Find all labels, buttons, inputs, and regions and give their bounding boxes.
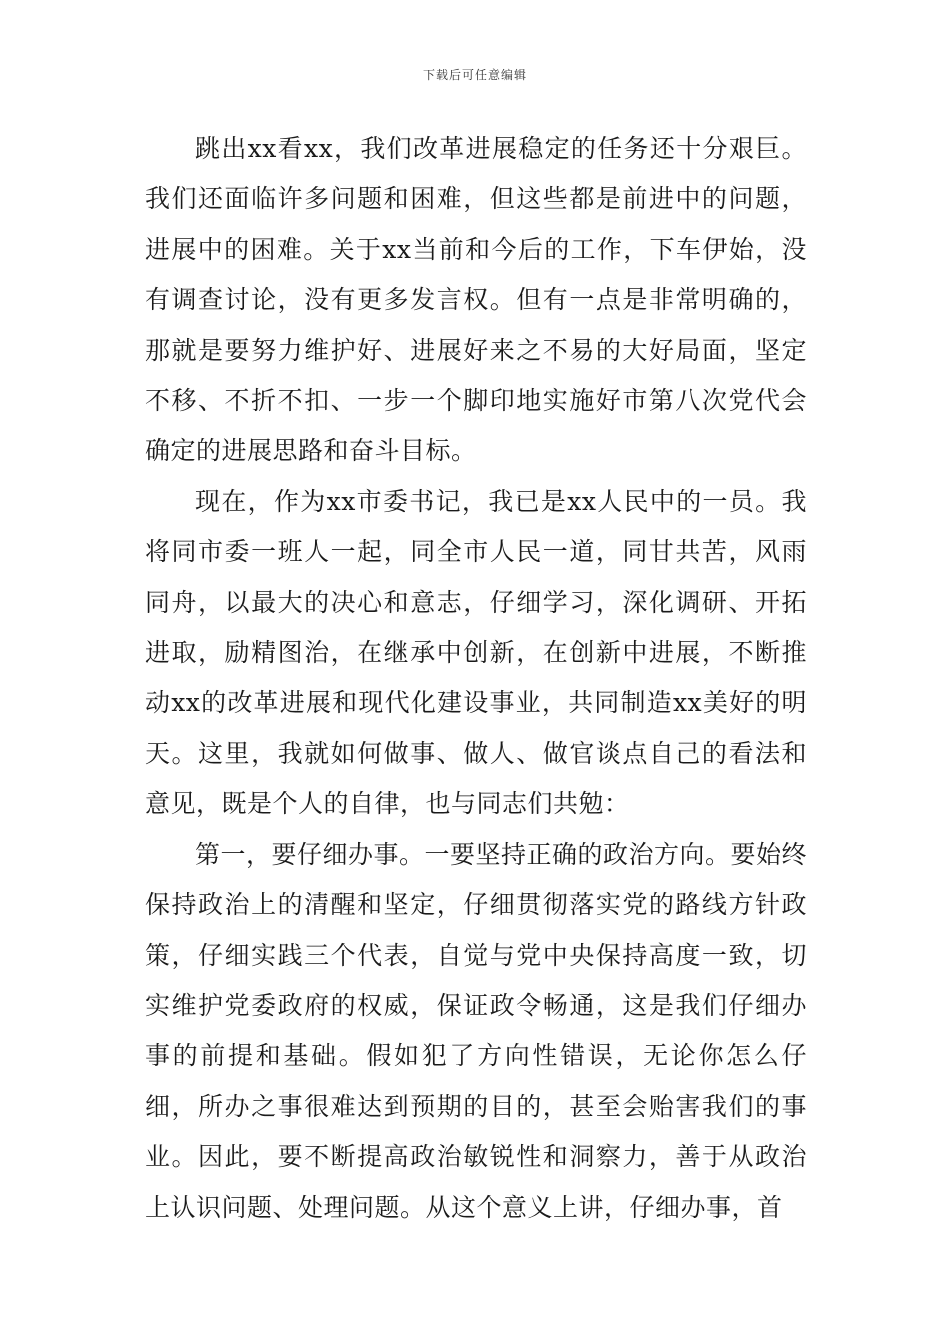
paragraph-2: 现在，作为xx市委书记，我已是xx人民中的一员。我将同市委一班人一起，同全市人民一道，同甘共苦，风雨同舟，以最大的决心和意志，仔细学习，深化调研、开拓进取，励精图治，在继承中创新，在创新中进展，不断推动xx的改革进展和现代化建设事业，共同制造xx美好的明天。这里，我就如何做事、做人、做官谈点自己的看法和意见，既是个人的自律，也与同志们共勉： — [145, 486, 807, 819]
document-body — [145, 124, 807, 1233]
paragraph-1: 跳出xx看xx，我们改革进展稳定的任务还十分艰巨。我们还面临许多问题和困难，但这些都是前进中的问题，进展中的困难。关于xx当前和今后的工作，下车伊始，没有调查讨论，没有更多发言权。但有一点是非常明确的，那就是要努力维护好、进展好来之不易的大好局面，坚定不移、不折不扣、一步一个脚印地实施好市第八次党代会确定的进展思路和奋斗目标。 — [145, 134, 807, 466]
paragraph-3: 第一，要仔细办事。一要坚持正确的政治方向。要始终保持政治上的清醒和坚定，仔细贯彻落实党的路线方针政策，仔细实践三个代表，自觉与党中央保持高度一致，切实维护党委政府的权威，保证政令畅通，这是我们仔细办事的前提和基础。假如犯了方向性错误，无论你怎么仔细，所办之事很难达到预期的目的，甚至会贻害我们的事业。因此，要不断提高政治敏锐性和洞察力，善于从政治上认识问题、处理问题。从这个意义上讲，仔细办事，首 — [145, 839, 808, 1222]
header-note: 下载后可任意编辑 — [422, 68, 527, 82]
